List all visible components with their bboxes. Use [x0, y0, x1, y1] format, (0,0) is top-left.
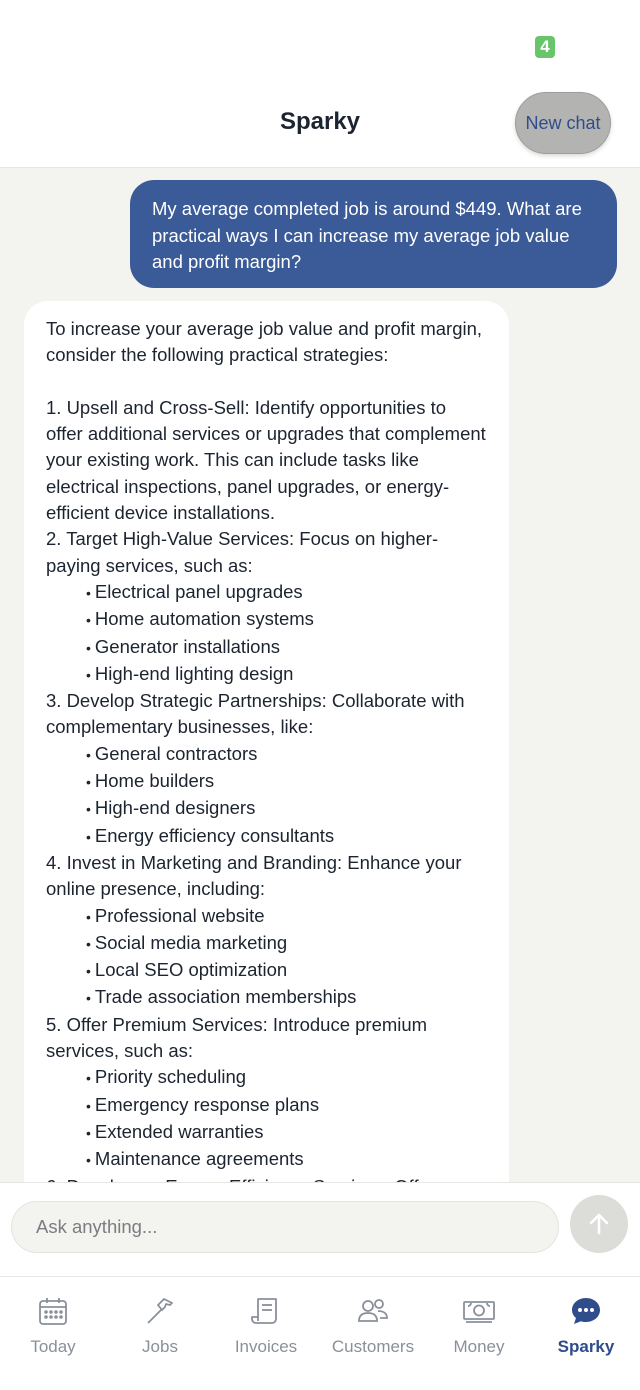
people-icon	[320, 1293, 426, 1329]
strategy-bullet-list	[46, 903, 487, 1012]
tab-today[interactable]	[0, 1287, 106, 1367]
tab-customers[interactable]	[320, 1287, 426, 1367]
bullet-item: • Emergency response plans	[86, 1092, 487, 1119]
bullet-item: • Extended warranties	[86, 1119, 487, 1146]
calendar-icon	[0, 1293, 106, 1329]
bullet-item: • Electrical panel upgrades	[86, 579, 487, 606]
assistant-intro: To increase your average job value and profit margin, consider the following practical strategies:	[46, 318, 483, 366]
bullet-item: • Maintenance agreements	[86, 1146, 487, 1173]
tab-invoices[interactable]	[213, 1287, 319, 1367]
chat-area[interactable]	[0, 168, 640, 1182]
tab-label: Money	[453, 1337, 505, 1356]
strategy-item: 4. Invest in Marketing and Branding: Enhance your online presence, including:	[46, 851, 462, 900]
bullet-item: • Home automation systems	[86, 606, 487, 633]
strategy-item: 2. Target High-Value Services: Focus on higher-paying services, such as:	[46, 528, 439, 576]
tab-sparky[interactable]	[533, 1287, 639, 1367]
user-message-bubble: My average completed job is around $449. What are practical ways I can increase my average job value and profit margin?	[130, 180, 617, 288]
tab-label: Today	[30, 1337, 76, 1356]
bullet-item: • High-end designers	[86, 795, 487, 822]
bullet-item: • Trade association memberships	[86, 984, 487, 1011]
tab-label: Sparky	[557, 1337, 615, 1356]
composer-bar	[0, 1182, 640, 1276]
bullet-item: • Local SEO optimization	[86, 957, 487, 984]
tab-jobs[interactable]	[107, 1287, 213, 1367]
strategy-bullet-list	[46, 579, 487, 688]
strategy-item: 3. Develop Strategic Partnerships: Collaborate with complementary businesses, like:	[46, 690, 465, 738]
chat-bubble-icon	[533, 1293, 639, 1329]
send-button[interactable]	[570, 1195, 628, 1253]
bullet-item: • Professional website	[86, 903, 487, 930]
bullet-item: • Social media marketing	[86, 930, 487, 957]
assistant-message-bubble	[24, 301, 509, 1301]
cash-icon	[426, 1293, 532, 1329]
page-title: Sparky	[279, 108, 361, 135]
strategy-item: 5. Offer Premium Services: Introduce premium services, such as:	[46, 1013, 428, 1062]
strategy-bullet-list	[46, 741, 487, 850]
strategy-item: 1. Upsell and Cross-Sell: Identify opportunities to offer additional services or upgrades that complement your existing work. This can include tasks like electrical inspections, panel upgrades, or energy-efficient device installations.	[46, 396, 486, 524]
strategy-bullet-list	[46, 1064, 487, 1173]
bullet-item: • Home builders	[86, 768, 487, 795]
bullet-item: • Energy efficiency consultants	[86, 823, 487, 850]
bullet-item: • High-end lighting design	[86, 661, 487, 688]
tab-money[interactable]	[426, 1287, 532, 1367]
tab-label: Invoices	[234, 1337, 298, 1356]
bottom-tab-bar	[0, 1276, 640, 1390]
bullet-item: • Priority scheduling	[86, 1064, 487, 1091]
bullet-item: • Generator installations	[86, 634, 487, 661]
chat-header	[0, 80, 640, 168]
receipt-icon	[213, 1293, 319, 1329]
notification-badge: 4	[535, 36, 555, 58]
tab-label: Customers	[331, 1337, 415, 1356]
bullet-item: • General contractors	[86, 741, 487, 768]
arrow-up-icon	[586, 1211, 612, 1237]
hammer-icon	[107, 1293, 213, 1329]
tab-label: Jobs	[142, 1337, 178, 1356]
new-chat-button[interactable]: New chat	[515, 92, 611, 154]
ask-input[interactable]	[11, 1201, 559, 1253]
status-area	[0, 0, 640, 80]
